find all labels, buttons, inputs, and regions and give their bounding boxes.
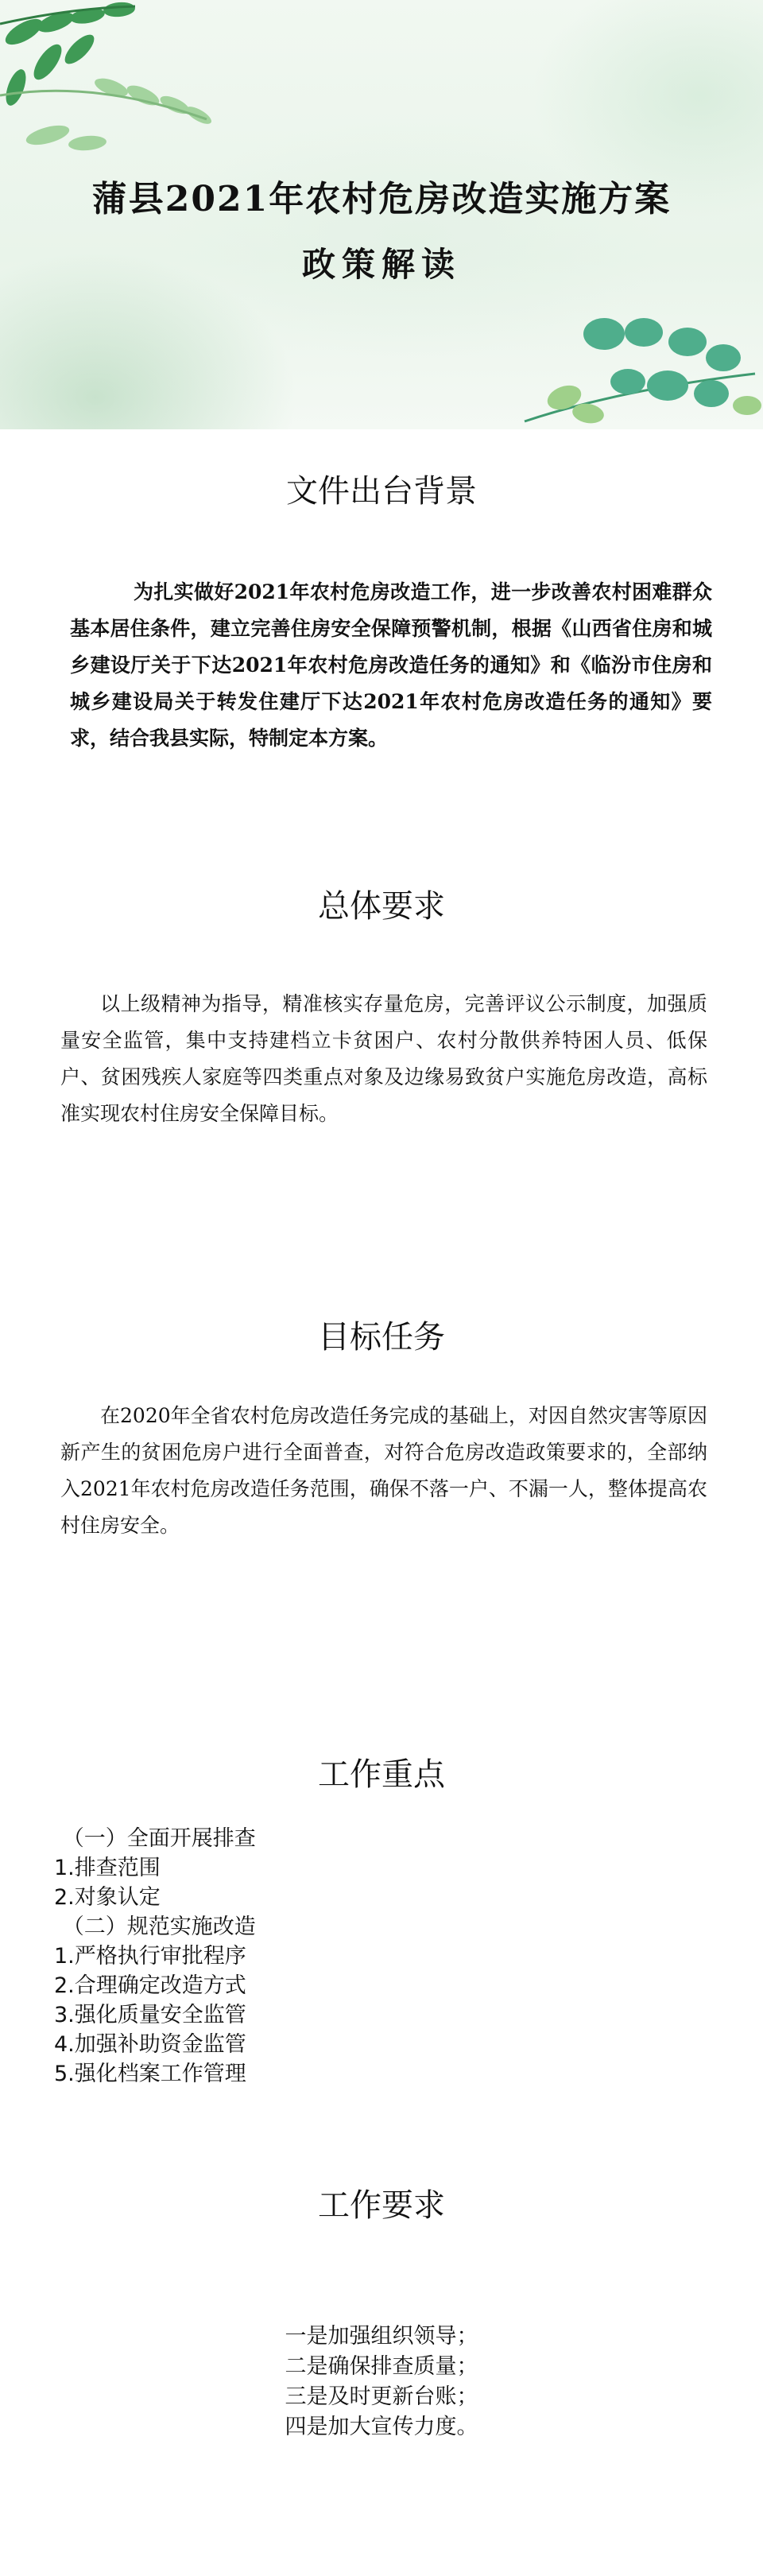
list-item: （一）全面开展排查 <box>62 1826 256 1851</box>
leaf-decoration-bottom-right <box>509 310 763 429</box>
section-heading-targets: 目标任务 <box>318 1319 445 1356</box>
list-item: 2.对象认定 <box>54 1885 161 1910</box>
section-body-background: 为扎实做好2021年农村危房改造工作，进一步改善农村困难群众基本居住条件，建立完善住房安全保障预警机制，根据《山西省住房和城乡建设厅关于下达2021年农村危房改造任务的通知》和《临汾市住房和城乡建设局关于转发住建厅下达2021年农村危房改造任务的通知》要求，结合我县实际，特制定本方案。 <box>70 580 712 750</box>
list-item: 四是加大宣传力度。 <box>285 2415 478 2439</box>
list-item: 一是加强组织领导； <box>285 2324 478 2349</box>
leaf-decoration-top-left <box>0 0 238 175</box>
list-item: 三是及时更新台账； <box>285 2384 478 2409</box>
list-item: 5.强化档案工作管理 <box>54 2062 246 2086</box>
requirements-list <box>0 2322 763 2442</box>
list-item: 3.强化质量安全监管 <box>54 2003 246 2027</box>
list-item: 1.排查范围 <box>54 1856 161 1880</box>
list-item: 二是确保排查质量； <box>285 2354 478 2379</box>
header-banner <box>0 0 763 429</box>
section-heading-background: 文件出台背景 <box>286 473 477 510</box>
document-title: 蒲县2021年农村危房改造实施方案 <box>91 179 672 219</box>
section-heading-focus: 工作重点 <box>318 1756 445 1793</box>
list-item: 2.合理确定改造方式 <box>54 1973 246 1998</box>
document-subtitle: 政策解读 <box>301 245 461 284</box>
focus-list <box>54 1824 531 2089</box>
section-heading-general: 总体要求 <box>318 888 445 925</box>
section-heading-requirements: 工作要求 <box>318 2187 445 2224</box>
list-item: 1.严格执行审批程序 <box>54 1944 246 1969</box>
list-item: 4.加强补助资金监管 <box>54 2032 246 2057</box>
section-body-general: 以上级精神为指导，精准核实存量危房，完善评议公示制度，加强质量安全监管，集中支持建档立卡贫困户、农村分散供养特困人员、低保户、贫困残疾人家庭等四类重点对象及边缘易致贫户实施危房改造，高标准实现农村住房安全保障目标。 <box>60 992 707 1125</box>
section-body-targets: 在2020年全省农村危房改造任务完成的基础上，对因自然灾害等原因新产生的贫困危房户进行全面普查，对符合危房改造政策要求的，全部纳入2021年农村危房改造任务范围，确保不落一户、不漏一人，整体提高农村住房安全。 <box>60 1404 707 1537</box>
list-item: （二）规范实施改造 <box>62 1915 256 1939</box>
